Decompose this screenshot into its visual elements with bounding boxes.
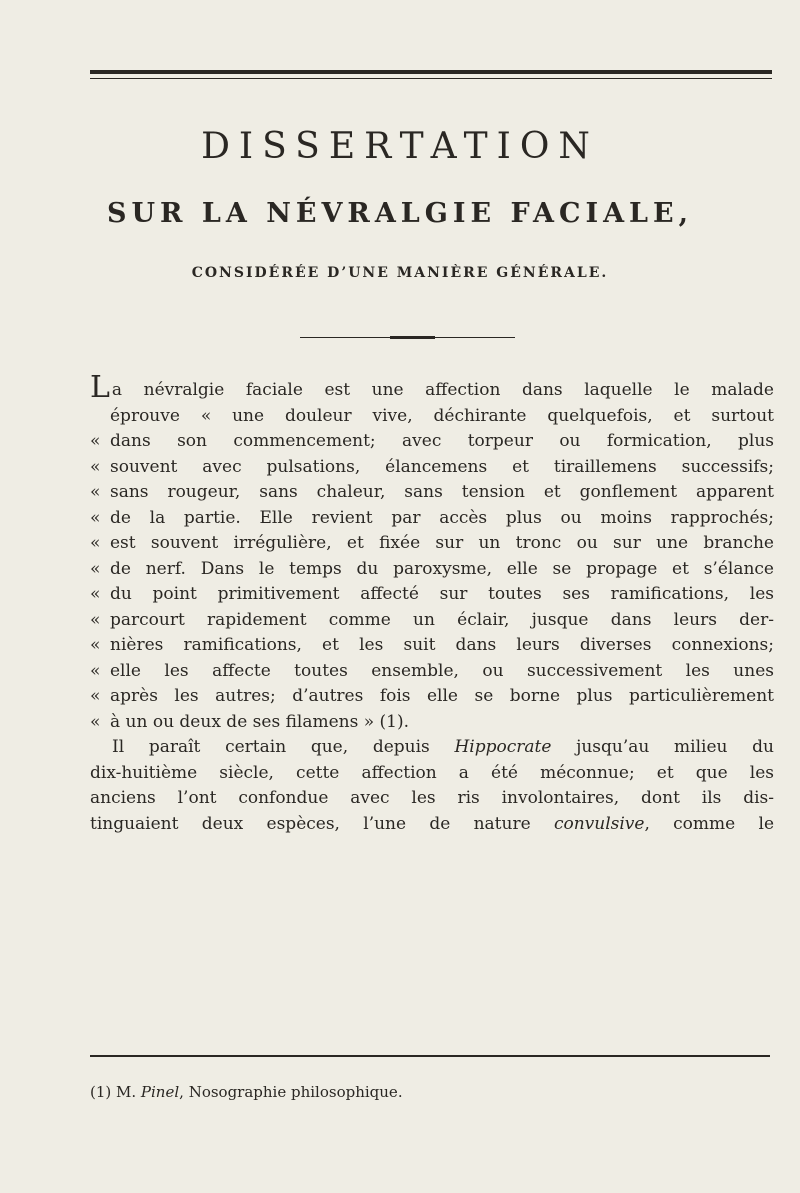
- line-text: dans son commencement; avec torpeur ou formication, plus: [110, 431, 774, 451]
- text-line: [90, 659, 774, 685]
- footnote-rest: , Nosographie philosophique.: [179, 1083, 403, 1101]
- footnote: [90, 1083, 403, 1101]
- line-text: , comme le: [644, 813, 775, 834]
- text-line: [90, 506, 774, 532]
- quote-mark: «: [90, 482, 101, 502]
- line-text: nières ramifications, et les suit dans leurs diverses connexions;: [110, 635, 774, 655]
- drop-cap: L: [90, 370, 110, 405]
- footnote-author: Pinel: [140, 1083, 180, 1101]
- text-line: [90, 480, 774, 506]
- line-text: du point primitivement affecté sur toutes ses ramifications, les: [110, 584, 774, 604]
- quote-mark: «: [90, 558, 101, 579]
- footnote-rule: [90, 1055, 770, 1057]
- quote-mark: «: [90, 456, 101, 477]
- page-subsubtitle: CONSIDÉRÉE D’UNE MANIÈRE GÉNÉRALE.: [191, 265, 609, 281]
- line-text: à un ou deux de ses filamens » (1).: [110, 711, 410, 732]
- quote-mark: «: [90, 711, 101, 732]
- page-subtitle: SUR LA NÉVRALGIE FACIALE,: [106, 198, 694, 229]
- quote-mark: [90, 404, 110, 430]
- page-title: DISSERTATION: [201, 126, 599, 167]
- line-text: a névralgie faciale est une affection dans laquelle le malade: [111, 380, 774, 400]
- quote-mark: «: [90, 686, 101, 706]
- line-text: est souvent irrégulière, et fixée sur un tronc ou sur une branche: [110, 533, 774, 553]
- quote-mark: «: [90, 507, 101, 528]
- line-text: après les autres; d’autres fois elle se borne plus particulièrement: [110, 686, 774, 706]
- italic-text: Hippocrate: [454, 737, 552, 757]
- top-rule-thin: [90, 78, 772, 79]
- line-text: sans rougeur, sans chaleur, sans tension et gonflement apparent: [110, 482, 774, 502]
- text-line: [90, 429, 774, 455]
- line-text: Il paraît certain que, depuis: [112, 737, 455, 757]
- text-line: [90, 812, 774, 838]
- text-line: [90, 455, 774, 481]
- footnote-marker: (1) M.: [90, 1083, 141, 1101]
- text-line: [90, 786, 774, 812]
- quote-mark: «: [90, 660, 101, 681]
- text-line: [90, 370, 774, 405]
- text-line: [90, 633, 774, 659]
- text-line: [90, 684, 774, 710]
- line-text: tinguaient deux espèces, l’une de nature: [90, 813, 554, 834]
- line-text: dix-huitième siècle, cette affection a été méconnue; et que les: [90, 762, 774, 783]
- line-text: de nerf. Dans le temps du paroxysme, elle se propage et s’élance: [110, 558, 774, 579]
- text-line: [90, 761, 774, 787]
- ornament-divider: [300, 336, 515, 339]
- quote-mark: «: [90, 431, 101, 451]
- text-line: [90, 608, 774, 634]
- line-text: parcourt rapidement comme un éclair, jusque dans leurs der-: [110, 609, 774, 630]
- line-text: jusqu’au milieu du: [551, 737, 774, 757]
- text-line: [90, 710, 774, 736]
- quote-mark: «: [90, 533, 101, 553]
- paragraph-2: [90, 735, 774, 837]
- line-text: elle les affecte toutes ensemble, ou successivement les unes: [110, 660, 774, 681]
- line-text: de la partie. Elle revient par accès plus ou moins rapprochés;: [110, 507, 774, 528]
- line-text: éprouve « une douleur vive, déchirante quelquefois, et surtout: [110, 405, 774, 426]
- quote-mark: «: [90, 609, 101, 630]
- text-line: [90, 582, 774, 608]
- italic-text: convulsive: [553, 813, 645, 834]
- line-text: souvent avec pulsations, élancemens et tiraillemens successifs;: [110, 456, 774, 477]
- quote-mark: «: [90, 584, 101, 604]
- text-line: [90, 557, 774, 583]
- text-line: [90, 404, 774, 430]
- paragraph-1: [90, 370, 774, 735]
- body-text: [90, 370, 775, 837]
- text-line: [90, 531, 774, 557]
- line-text: anciens l’ont confondue avec les ris involontaires, dont ils dis-: [90, 788, 774, 808]
- quote-mark: «: [90, 635, 101, 655]
- text-line: [90, 735, 774, 761]
- top-rule: [90, 70, 772, 74]
